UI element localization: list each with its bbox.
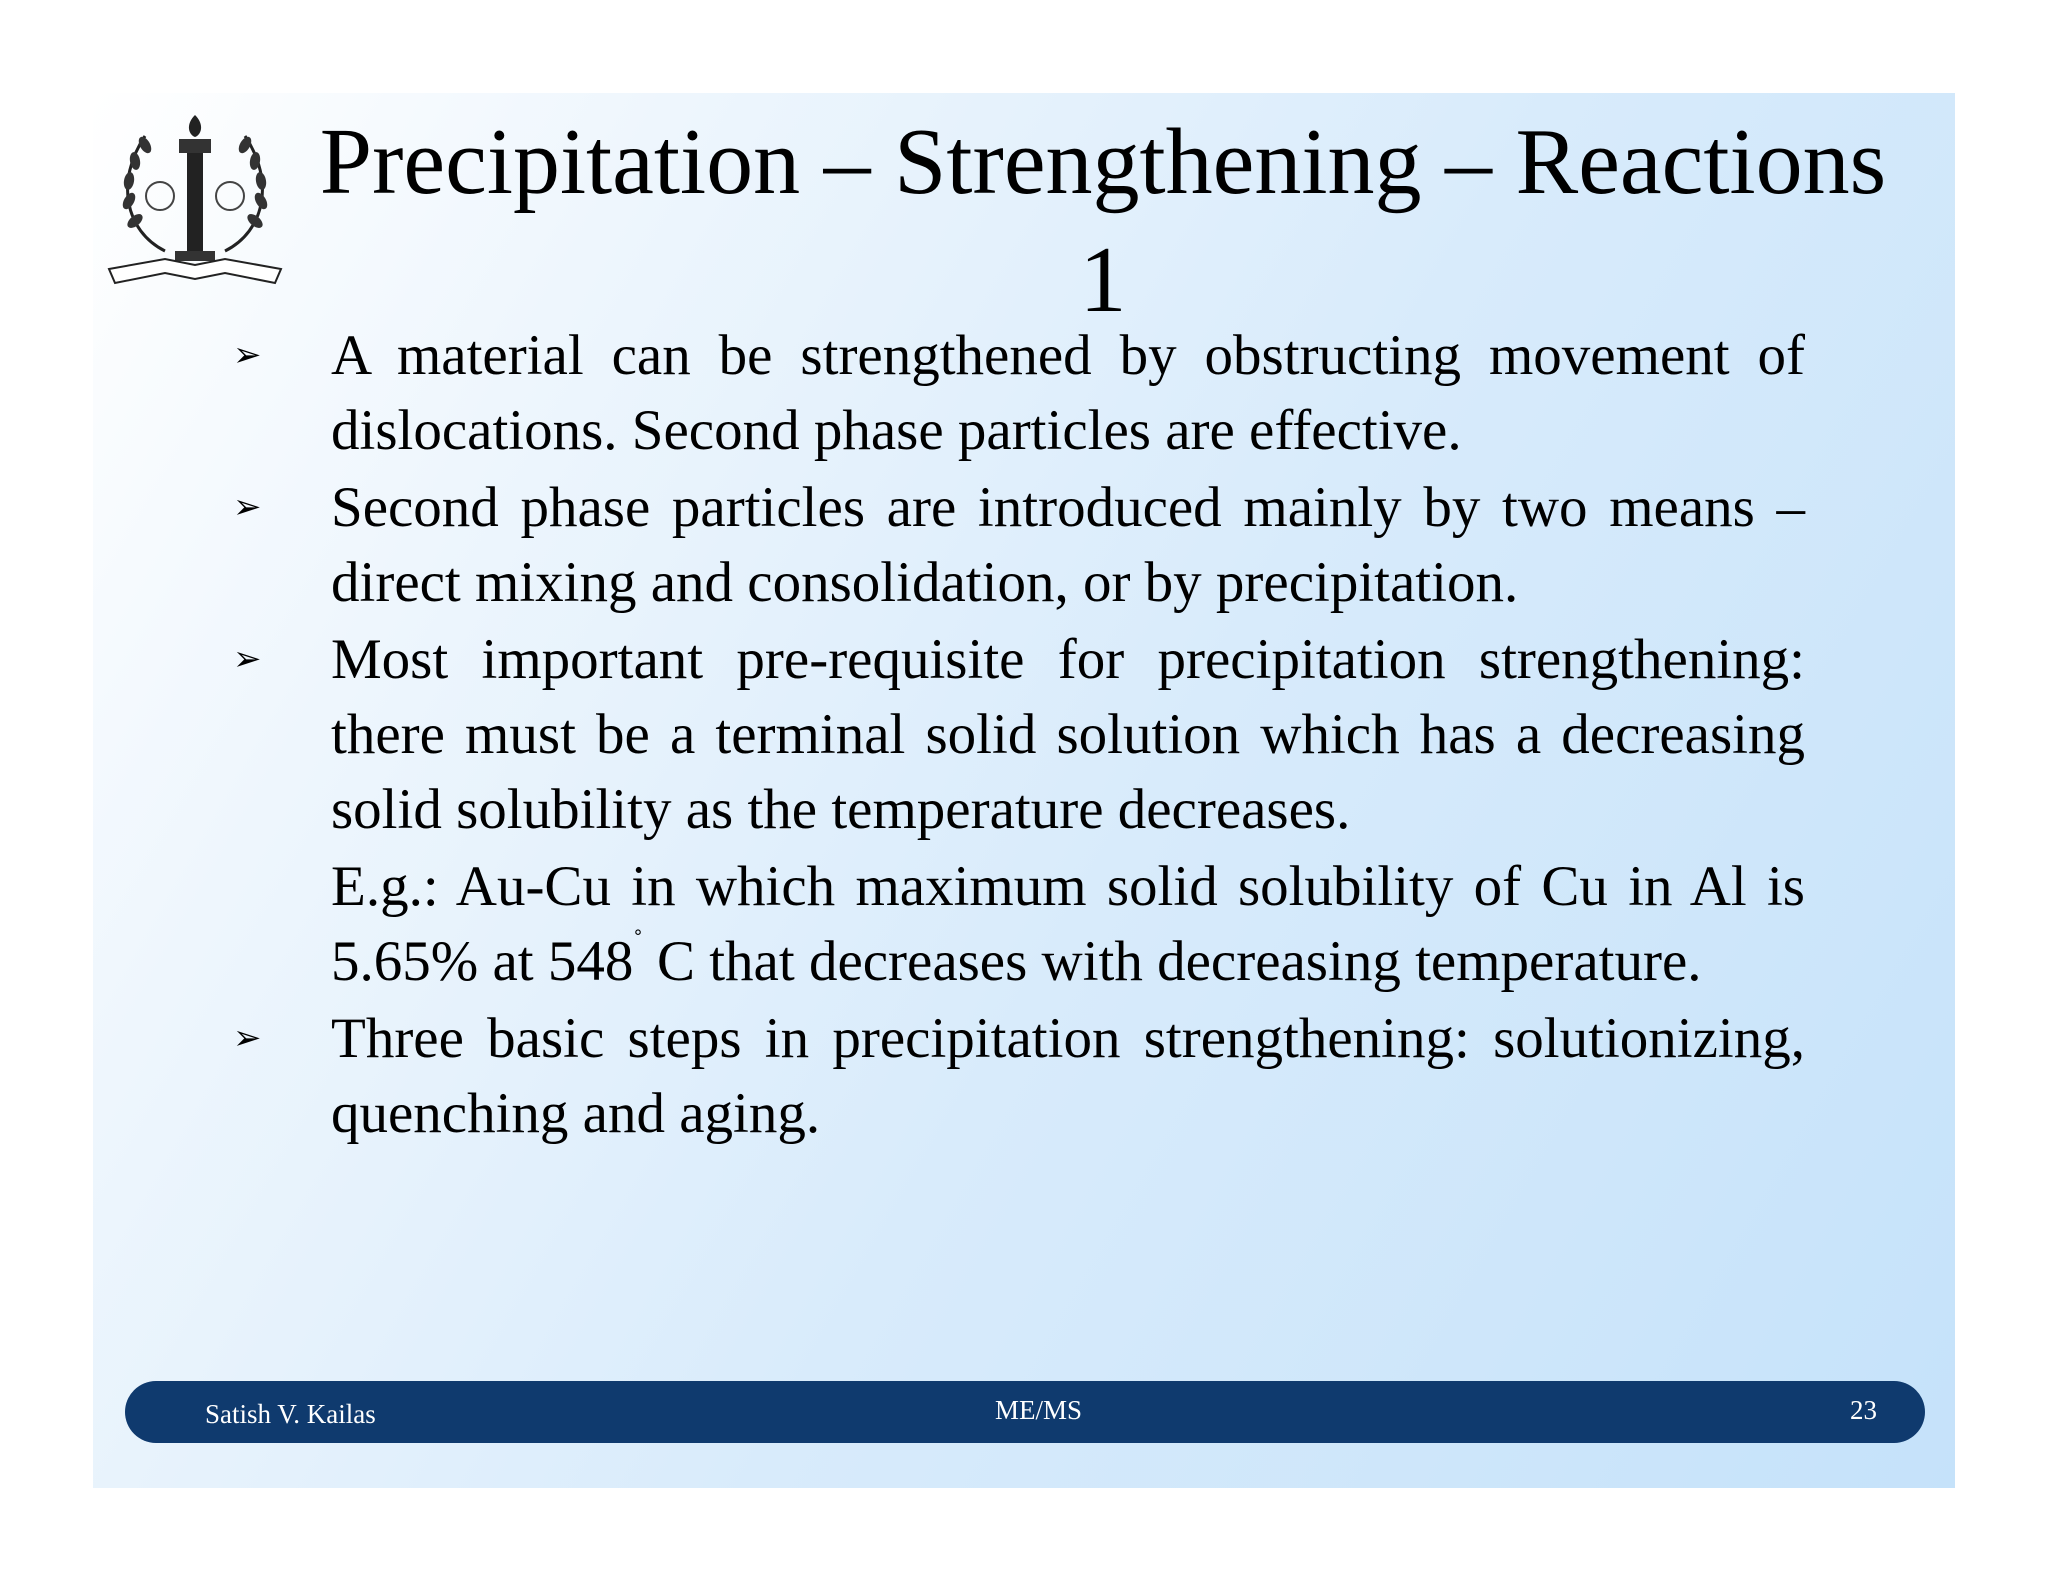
bullet-list (233, 318, 1805, 1151)
bullet-item (233, 1001, 1805, 1151)
slide-title (273, 103, 1933, 339)
arrow-bullet-icon: ➢ (233, 337, 262, 374)
example-text-part2: C that decreases with decreasing temperature. (642, 930, 1702, 993)
bullet-text: Three basic steps in precipitation strengthening: solutionizing, quenching and aging. (331, 1007, 1805, 1145)
bullet-item (233, 470, 1805, 620)
page-number: 23 (1850, 1395, 1877, 1425)
degree-symbol: ˚ (633, 926, 643, 957)
title-line-2: 1 (1079, 228, 1127, 332)
institute-logo-icon (105, 101, 285, 291)
title-line-1: Precipitation – Strengthening – Reactions (319, 110, 1887, 214)
bullet-text: Second phase particles are introduced mainly by two means – direct mixing and consolidation, or by precipitation. (331, 476, 1805, 614)
slide (93, 93, 1955, 1488)
arrow-bullet-icon: ➢ (233, 489, 262, 526)
bullet-item (233, 318, 1805, 468)
example-text-part1: E.g.: Au-Cu in which maximum solid solubility of Cu in Al is 5.65% at 548 (331, 855, 1805, 993)
bullet-text: Most important pre-requisite for precipitation strengthening: there must be a terminal solid solution which has a decreasing solid solubility as the temperature decreases. (331, 628, 1805, 841)
arrow-bullet-icon: ➢ (233, 1020, 262, 1057)
bullet-text: A material can be strengthened by obstructing movement of dislocations. Second phase particles are effective. (331, 324, 1805, 462)
footer-author: Satish V. Kailas (205, 1399, 376, 1429)
footer-course: ME/MS (995, 1395, 1083, 1425)
arrow-bullet-icon: ➢ (233, 641, 262, 678)
bullet-item (233, 622, 1805, 847)
example-paragraph (233, 849, 1805, 999)
footer-bar (125, 1381, 1925, 1443)
